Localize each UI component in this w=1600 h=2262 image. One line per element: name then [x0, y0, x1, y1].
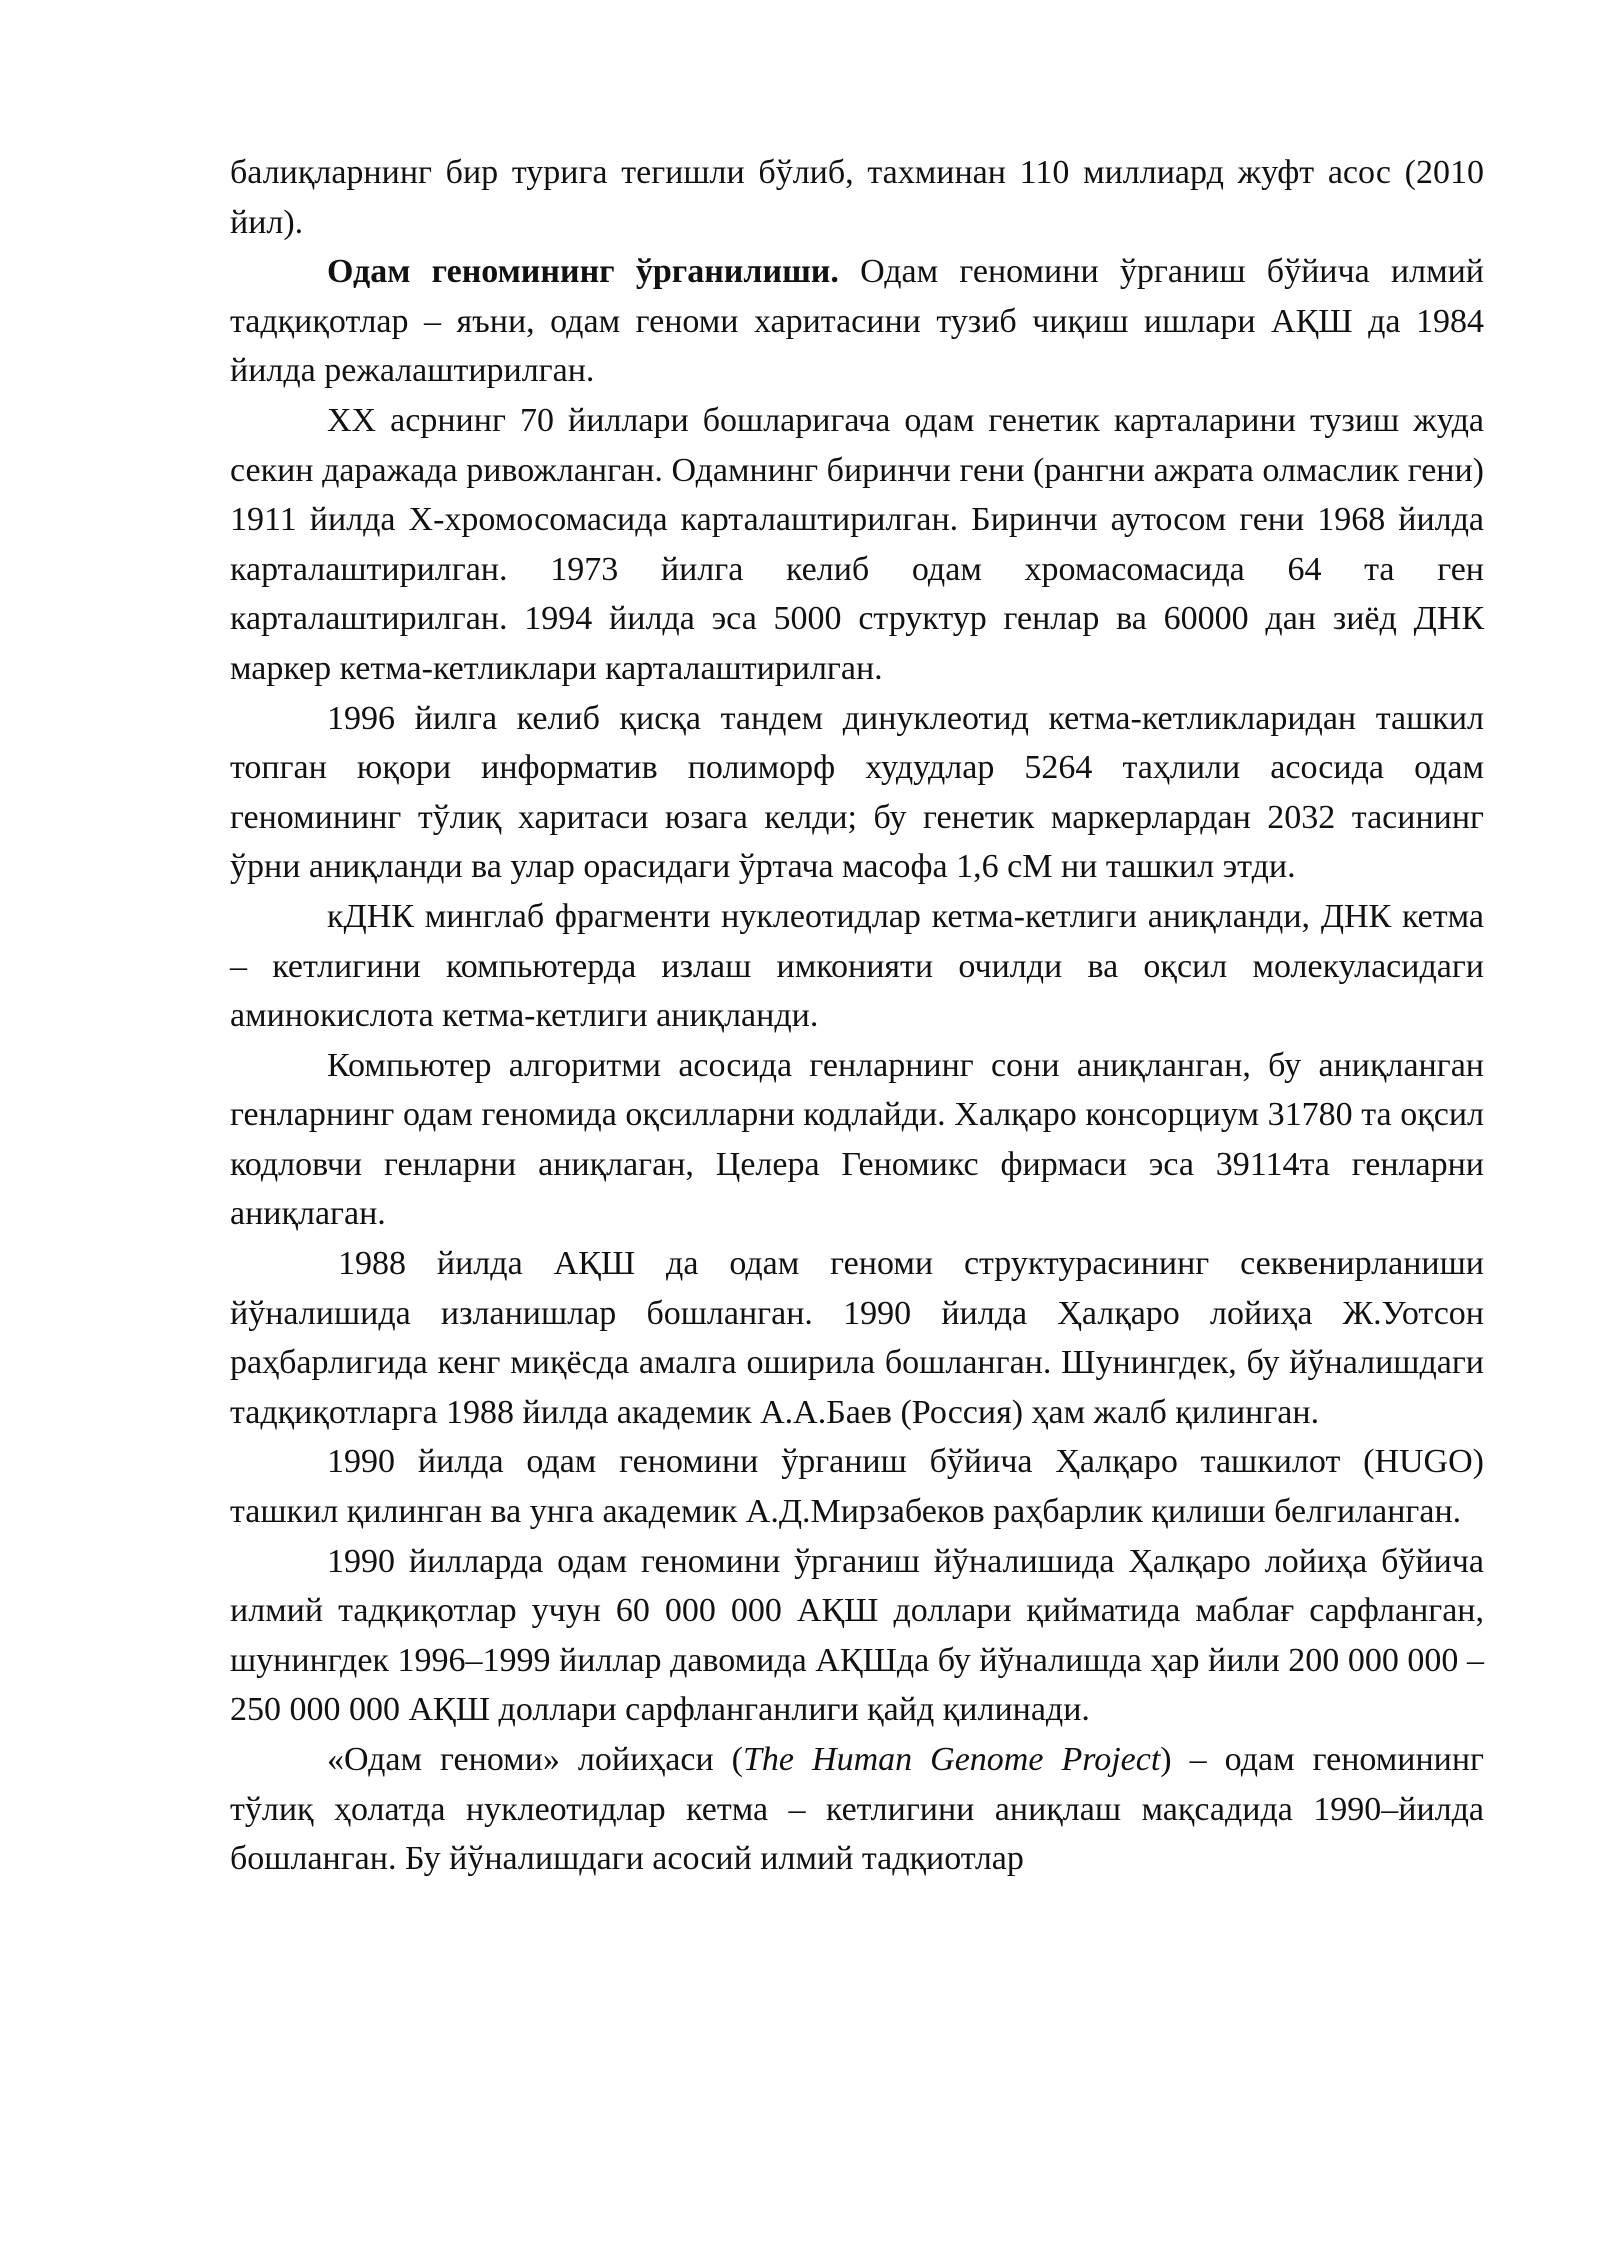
- paragraph-genetic-maps: [230, 396, 1484, 694]
- paragraph-hugo: [230, 1437, 1484, 1536]
- paragraph-text-after: ) – одам геномининг тўлиқ ҳолатда нуклеотидлар кетма – кетлигини аниқлаш мақсадида 1990–йилда бошланган. Бу йўналишдаги асосий илмий тадқиотлар: [230, 1741, 1484, 1878]
- section-heading: Одам геномининг ўрганилиши.: [327, 253, 839, 291]
- paragraph-text: балиқларнинг бир турига тегишли бўлиб, тахминан 110 миллиард жуфт асос (2010 йил).: [230, 154, 1484, 241]
- paragraph-text: Одам геномини ўрганиш бўйича илмий тадқиқотлар – яъни, одам геноми харитасини тузиб чиқиш ишлари АҚШ да 1984 йилда режалаштирилган.: [230, 253, 1484, 390]
- paragraph-hgp: [230, 1735, 1484, 1884]
- paragraph-computer-algorithm: [230, 1041, 1484, 1239]
- paragraph-text: 1988 йилда АҚШ да одам геноми структурасининг секвенирланиши йўналишида изланишлар бошланган. 1990 йилда Ҳалқаро лойиҳа Ж.Уотсон раҳбарлигида кенг миқёсда амалга оширила бошланган. Шунингдек, бу йўналишдаги тадқиқотларга 1988 йилда академик А.А.Баев (Россия) ҳам жалб қилинган.: [230, 1245, 1484, 1431]
- paragraph-1988-sequencing: [230, 1239, 1484, 1437]
- paragraph-text: Компьютер алгоритми асосида генларнинг сони аниқланган, бу аниқланган генларнинг одам геномида оқсилларни кодлайди. Халқаро консорциум 31780 та оқсил кодловчи генларни аниқлаган, Целера Геномикс фирмаси эса 39114та генларни аниқлаган.: [230, 1046, 1484, 1233]
- paragraph-text: 1990 йилда одам геномини ўрганиш бўйича Ҳалқаро ташкилот (HUGO) ташкил қилинган ва унга академик А.Д.Мирзабеков раҳбарлик қилиши белгиланган.: [230, 1443, 1484, 1531]
- document-body: [230, 148, 1484, 1884]
- paragraph-text: 1990 йилларда одам геномини ўрганиш йўналишида Ҳалқаро лойиҳа бўйича илмий тадқиқотлар учун 60 000 000 АҚШ доллари қийматида маблағ сарфланган, шунингдек 1996–1999 йиллар давомида АҚШда бу йўналишда ҳар йили 200 000 000 – 250 000 000 АҚШ доллари сарфланганлиги қайд қилинади.: [230, 1542, 1484, 1729]
- project-name-italic: The Human Genome Project: [743, 1741, 1161, 1778]
- paragraph-1996-map: [230, 694, 1484, 892]
- paragraph-genome-study: [230, 247, 1484, 396]
- paragraph-cdna: [230, 892, 1484, 1041]
- paragraph-text: XX асрнинг 70 йиллари бошларигача одам генетик карталарини тузиш жуда секин даражада ривожланган. Одамнинг биринчи гени (рангни ажрата олмаслик гени) 1911 йилда X-хромосомасида карталаштирилган. Биринчи аутосом гени 1968 йилда карталаштирилган. 1973 йилга келиб одам хромасомасида 64 та ген карталаштирилган. 1994 йилда эса 5000 структур генлар ва 60000 дан зиёд ДНК маркер кетма-кетликлари карталаштирилган.: [230, 401, 1484, 687]
- paragraph-continuation: [230, 148, 1484, 247]
- paragraph-funding: [230, 1537, 1484, 1735]
- paragraph-text: кДНК минглаб фрагменти нуклеотидлар кетма-кетлиги аниқланди, ДНК кетма – кетлигини компьютерда излаш имконияти очилди ва оқсил молекуласидаги аминокислота кетма-кетлиги аниқланди.: [230, 897, 1484, 1035]
- paragraph-text-before: «Одам геноми» лойиҳаси (: [327, 1741, 743, 1778]
- paragraph-text: 1996 йилга келиб қисқа тандем динуклеотид кетма-кетликларидан ташкил топган юқори информатив полиморф худудлар 5264 таҳлили асосида одам геномининг тўлиқ харитаси юзага келди; бу генетик маркерлардан 2032 тасининг ўрни аниқланди ва улар орасидаги ўртача масофа 1,6 сМ ни ташкил этди.: [230, 699, 1484, 886]
